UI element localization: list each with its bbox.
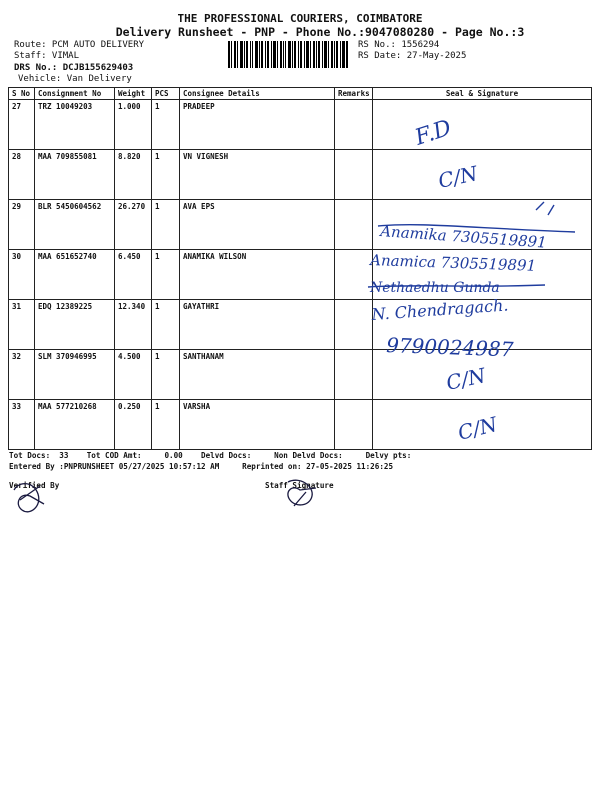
- cell-consignment: EDQ 12389225: [35, 300, 115, 350]
- table-row: [9, 150, 592, 200]
- route-line: Route: PCM AUTO DELIVERY: [14, 40, 145, 50]
- cell-remarks: [335, 350, 373, 400]
- cell-remarks: [335, 300, 373, 350]
- handwriting-row29: Anamika 7305519891: [379, 222, 548, 252]
- cell-sno: 30: [9, 250, 35, 300]
- cell-consignment: TRZ 10049203: [35, 100, 115, 150]
- cell-remarks: [335, 200, 373, 250]
- cell-consignee: PRADEEP: [180, 100, 335, 150]
- cell-weight: 26.270: [115, 200, 152, 250]
- cell-remarks: [335, 150, 373, 200]
- cell-consignee: GAYATHRI: [180, 300, 335, 350]
- vehicle-line: Vehicle: Van Delivery: [18, 74, 132, 84]
- cell-consignment: MAA 651652740: [35, 250, 115, 300]
- cell-seal: [373, 150, 592, 200]
- table-row: [9, 400, 592, 450]
- cell-consignee: SANTHANAM: [180, 350, 335, 400]
- cell-consignee: ANAMIKA WILSON: [180, 250, 335, 300]
- cell-seal: [373, 350, 592, 400]
- table-header-row: [9, 88, 592, 100]
- cell-seal: [373, 200, 592, 250]
- cell-consignment: MAA 577210268: [35, 400, 115, 450]
- cell-weight: 8.820: [115, 150, 152, 200]
- cell-pcs: 1: [152, 400, 180, 450]
- col-header-sno: S No: [9, 88, 35, 100]
- staff-line: Staff: VIMAL: [14, 51, 80, 61]
- col-header-weight: Weight: [115, 88, 152, 100]
- cell-weight: 12.340: [115, 300, 152, 350]
- runsheet-subtitle: Delivery Runsheet - PNP - Phone No.:9047080280 - Page No.:3: [115, 25, 525, 39]
- company-title: THE PROFESSIONAL COURIERS, COIMBATORE: [177, 12, 423, 25]
- runsheet-table: [8, 87, 592, 450]
- col-header-consignee: Consignee Details: [180, 88, 335, 100]
- cell-weight: 4.500: [115, 350, 152, 400]
- cell-remarks: [335, 250, 373, 300]
- table-row: [9, 200, 592, 250]
- cell-consignee: VARSHA: [180, 400, 335, 450]
- cell-remarks: [335, 100, 373, 150]
- cell-sno: 27: [9, 100, 35, 150]
- handwriting-row28: C/N: [436, 161, 480, 193]
- verified-by-label: Verified By: [9, 481, 60, 490]
- handwriting-row31-line2: 9790024987: [385, 333, 514, 362]
- drs-number: DRS No.: DCJB155629403: [14, 63, 134, 73]
- cell-pcs: 1: [152, 350, 180, 400]
- cell-pcs: 1: [152, 100, 180, 150]
- table-row: [9, 350, 592, 400]
- handwriting-row31-line1: N. Chendragach.: [370, 295, 509, 324]
- cell-remarks: [335, 400, 373, 450]
- cell-weight: 6.450: [115, 250, 152, 300]
- table-row: [9, 300, 592, 350]
- table-row: [9, 100, 592, 150]
- cell-sno: 33: [9, 400, 35, 450]
- rs-date: RS Date: 27-May-2025: [358, 51, 467, 61]
- totals-line: Tot Docs: 33 Tot COD Amt: 0.00 Delvd Docs: Non Delvd Docs: Delvy pts:: [9, 451, 412, 460]
- cell-sno: 29: [9, 200, 35, 250]
- cell-sno: 32: [9, 350, 35, 400]
- col-header-pcs: PCS: [152, 88, 180, 100]
- cell-weight: 1.000: [115, 100, 152, 150]
- handwriting-row32: C/N: [444, 363, 488, 395]
- barcode: [228, 41, 348, 68]
- cell-pcs: 1: [152, 200, 180, 250]
- cell-consignment: MAA 709855081: [35, 150, 115, 200]
- cell-consignment: SLM 370946995: [35, 350, 115, 400]
- col-header-seal: Seal & Signature: [373, 88, 592, 100]
- cell-seal: [373, 400, 592, 450]
- col-header-consignment: Consignment No: [35, 88, 115, 100]
- cell-weight: 0.250: [115, 400, 152, 450]
- handwriting-row33: C/N: [455, 411, 500, 445]
- cell-consignment: BLR 5450604562: [35, 200, 115, 250]
- table-row: [9, 250, 592, 300]
- col-header-remarks: Remarks: [335, 88, 373, 100]
- handwriting-row30-line1: Anamica 7305519891: [369, 251, 537, 275]
- cell-pcs: 1: [152, 300, 180, 350]
- handwriting-row30-line2: Nethaedhu Gunda: [370, 280, 500, 296]
- handwriting-row27: F.D: [412, 115, 455, 151]
- staff-signature-label: Staff Signature: [265, 481, 334, 490]
- cell-sno: 28: [9, 150, 35, 200]
- cell-pcs: 1: [152, 250, 180, 300]
- cell-seal: [373, 300, 592, 350]
- cell-seal: [373, 250, 592, 300]
- cell-consignee: AVA EPS: [180, 200, 335, 250]
- cell-consignee: VN VIGNESH: [180, 150, 335, 200]
- cell-seal: [373, 100, 592, 150]
- cell-sno: 31: [9, 300, 35, 350]
- entered-by-line: Entered By :PNPRUNSHEET 05/27/2025 10:57:12 AM Reprinted on: 27-05-2025 11:26:25: [9, 462, 394, 471]
- rs-number: RS No.: 1556294: [358, 40, 440, 50]
- cell-pcs: 1: [152, 150, 180, 200]
